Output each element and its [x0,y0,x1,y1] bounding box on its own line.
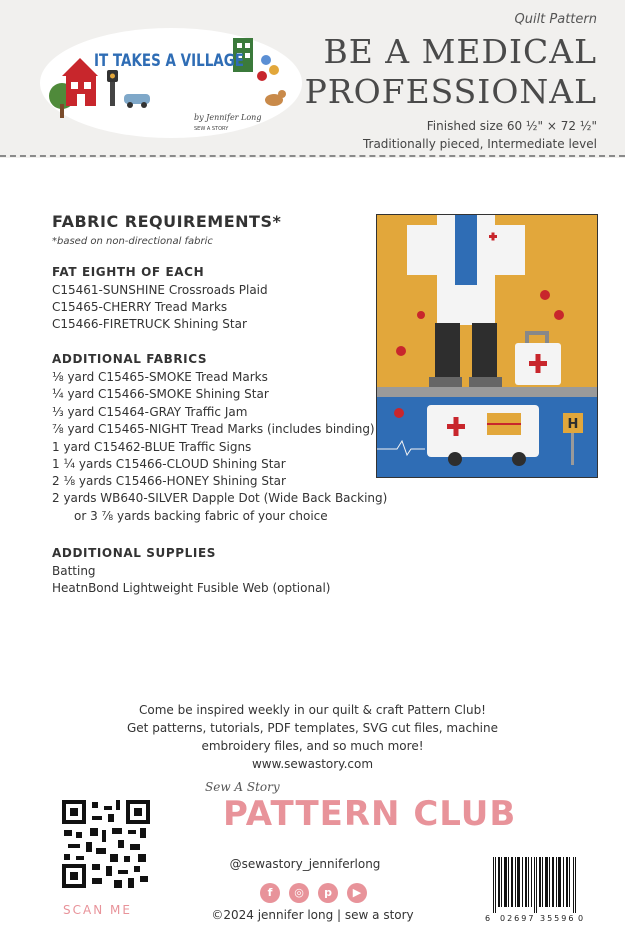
additional-fabrics-heading: ADDITIONAL FABRICS [52,352,208,366]
pinterest-icon[interactable]: p [318,883,338,903]
list-item: 1 ¼ yards C15466-CLOUD Shining Star [52,457,286,471]
qr-code-icon [62,800,150,888]
list-item: HeatnBond Lightweight Fusible Web (optional) [52,581,331,595]
svg-text:H: H [567,417,579,432]
barcode-digit-start: 6 [485,914,491,923]
subtitle: Quilt Pattern [514,12,597,27]
list-item: ¼ yard C15466-SMOKE Shining Star [52,387,269,401]
youtube-icon[interactable]: ▶ [347,883,367,903]
logo-text: IT TAKES A VILLAGE [94,51,244,71]
requirements-title: FABRIC REQUIREMENTS* [52,212,282,231]
list-item: ⅞ yard C15465-NIGHT Tread Marks (includes binding) [52,422,375,436]
list-item: ⅛ yard C15465-SMOKE Tread Marks [52,370,268,384]
dashed-divider [0,155,625,157]
size-info [363,117,597,153]
barcode-digits-left: 02697 [500,914,536,923]
list-item: or 3 ⅞ yards backing fabric of your choice [74,509,328,523]
logo [40,28,302,138]
title-line-1: BE A MEDICAL [323,32,597,71]
skill-level: Traditionally pieced, Intermediate level [362,137,597,151]
list-item: 2 yards WB640-SILVER Dapple Dot (Wide Back Backing) [52,491,388,505]
promo-text [100,701,525,773]
quilt-image [376,214,598,478]
instagram-icon[interactable]: ◎ [289,883,309,903]
logo-credit: by Jennifer Long [194,113,262,122]
list-item: 1 yard C15462-BLUE Traffic Signs [52,440,252,454]
barcode [485,857,584,925]
page-title [305,32,597,112]
promo-line: Come be inspired weekly in our quilt & craft Pattern Club! [138,703,486,717]
scan-me-label: SCAN ME [63,903,132,917]
copyright: ©2024 jennifer long | sew a story [211,908,414,922]
facebook-icon[interactable]: f [260,883,280,903]
pattern-club-logo [205,780,517,842]
quilt-illustration [377,215,597,477]
requirements-note: *based on non-directional fabric [52,236,213,247]
title-line-2: PROFESSIONAL [304,72,597,111]
list-item: C15461-SUNSHINE Crossroads Plaid [52,283,268,297]
village-illustration [40,28,302,138]
social-handle: @sewastory_jenniferlong [229,857,381,871]
website-link[interactable]: www.sewastory.com [251,757,374,771]
promo-line: Get patterns, tutorials, PDF templates, SVG cut files, machine [127,721,498,735]
list-item: ⅓ yard C15464-GRAY Traffic Jam [52,405,248,419]
supplies-heading: ADDITIONAL SUPPLIES [52,546,217,560]
logo-brand: SEW A STORY [194,126,229,132]
list-item: 2 ⅛ yards C15466-HONEY Shining Star [52,474,286,488]
barcode-digit-end: 0 [578,914,584,923]
club-big-text: PATTERN CLUB [223,794,517,834]
list-item: C15466-FIRETRUCK Shining Star [52,317,247,331]
promo-line: embroidery files, and so much more! [201,739,424,753]
qr-code[interactable] [62,800,150,888]
barcode-digits-right: 35596 [540,914,576,923]
club-small-text: Sew A Story [205,780,280,794]
finished-size: Finished size 60 ½" × 72 ½" [426,119,597,133]
list-item: Batting [52,564,96,578]
fat-eighth-heading: FAT EIGHTH OF EACH [52,265,205,279]
barcode-icon [489,857,581,915]
list-item: C15465-CHERRY Tread Marks [52,300,228,314]
